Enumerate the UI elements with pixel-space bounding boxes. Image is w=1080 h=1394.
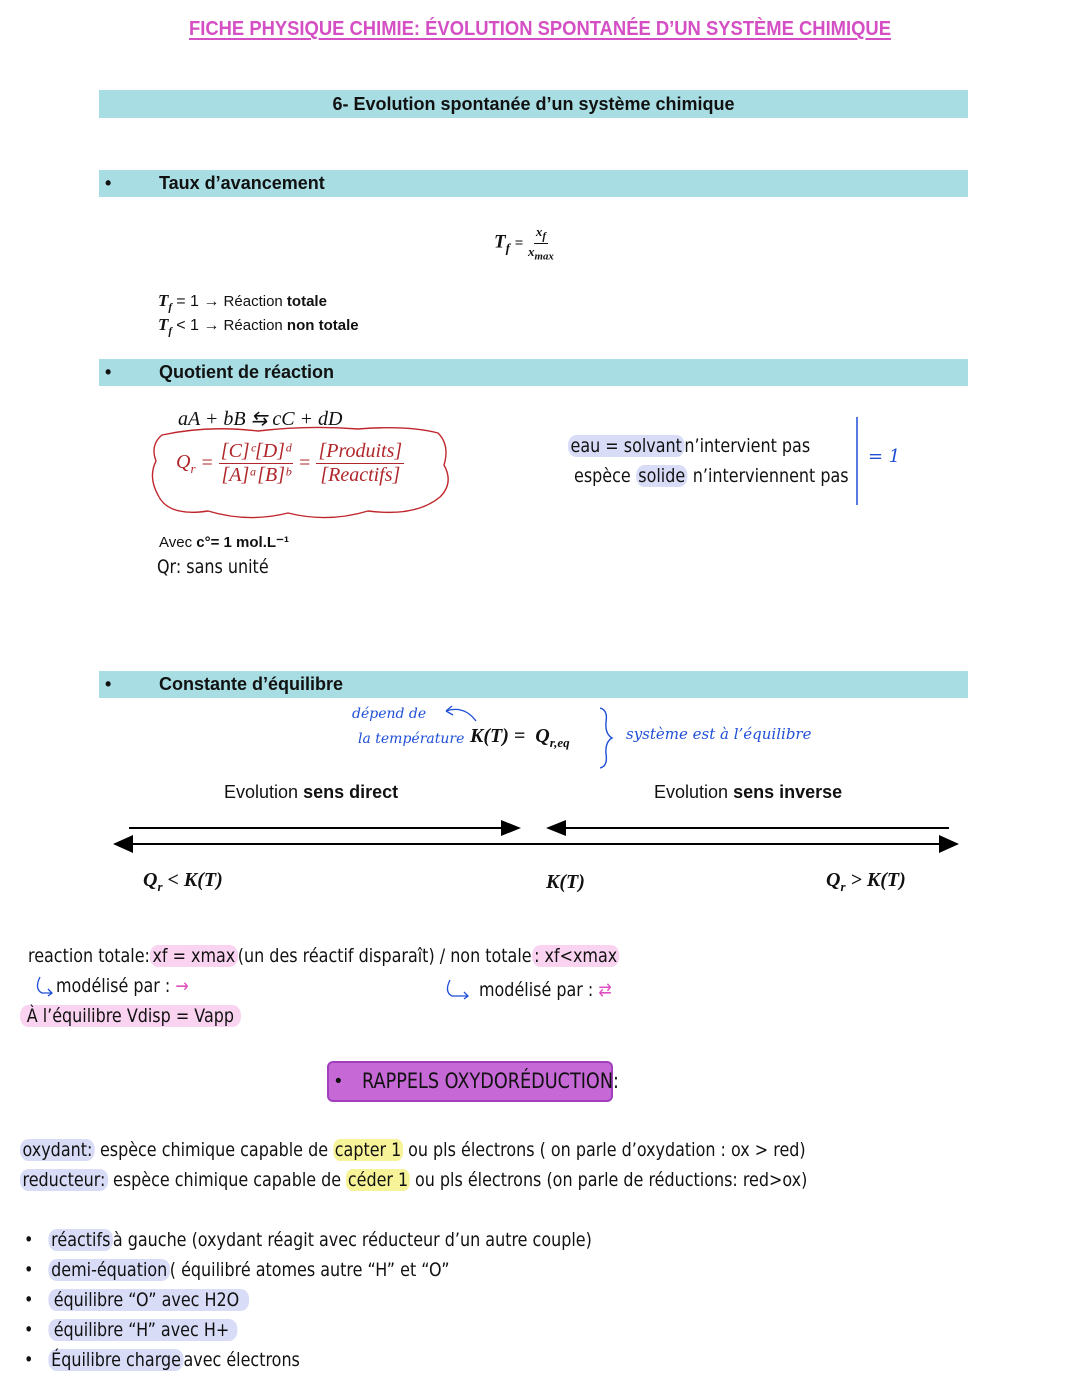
reaction-note: reaction totale: xf = xmax (un des réactif disparaît) / non totale : xf<xmax — [28, 945, 620, 967]
dir-direct-label: Evolution sens direct — [224, 782, 399, 802]
arrow-left-icon — [546, 820, 566, 836]
arrow-left-icon — [113, 835, 133, 853]
note-solide: espèce solide n’interviennent pas — [574, 465, 849, 487]
section-label: Quotient de réaction — [159, 362, 335, 382]
hook-arrow-icon — [34, 975, 56, 997]
list-item: • Équilibre charge avec électrons — [24, 1349, 300, 1371]
arrow-right-icon — [939, 835, 959, 853]
curly-brace — [596, 706, 616, 770]
depend-note-2: la température — [358, 731, 465, 747]
note-eau: eau = solvant n’intervient pas — [568, 435, 810, 457]
hook-arrow-icon — [444, 978, 472, 1000]
bullet: • — [105, 173, 112, 193]
qr-formula: $Q_r$ = $\frac{\text{[C]ᶜ[D]ᵈ}}{\text{[A]ᵃ[B]ᵇ}}$ = $\frac{\text{[Produits]}}{\text{[Reactifs]}}$ — [176, 440, 403, 486]
list-item: • équilibre “O” avec H2O — [24, 1289, 249, 1311]
dir-inverse-label: Evolution sens inverse — [654, 782, 843, 802]
k-formula: $K(T) = Q_{r,eq}$ — [470, 725, 570, 750]
curved-arrow-icon — [440, 703, 480, 725]
section-label: Taux d’avancement — [159, 173, 325, 193]
redox-header-box — [327, 1061, 619, 1102]
system-note: système est à l’équilibre — [626, 725, 812, 743]
qr-unit-note: Qr: sans unité — [157, 556, 269, 578]
reaction-equation: aA + bB ⇆ cC + dD — [178, 408, 343, 430]
page-title: FICHE PHYSIQUE CHIMIE: ÉVOLUTION SPONTANÉE D’UN SYSTÈME CHIMIQUE — [189, 18, 891, 40]
redox-header-label: RAPPELS OXYDORÉDUCTION: — [362, 1069, 619, 1093]
section-label: Constante d’équilibre — [159, 674, 344, 694]
oxydant-def: oxydant: espèce chimique capable de capter 1 ou pls électrons ( on parle d’oxydation : ox > red) — [20, 1139, 806, 1161]
avec-note: Avec c°= 1 mol.L⁻¹ — [159, 534, 289, 551]
bullet: • — [105, 674, 112, 694]
list-item: • équilibre “H” avec H+ — [24, 1319, 238, 1341]
arrow-right-icon — [501, 820, 521, 836]
taux-line-2: $T_f < 1$ → Réaction non totale — [158, 315, 359, 338]
section-header-main: 6- Evolution spontanée d’un système chimique — [99, 90, 968, 118]
label-k: K(T) — [546, 871, 585, 893]
note-value: = 1 — [868, 446, 901, 467]
brace-line — [852, 415, 862, 507]
label-qr-less: $Q_r < K(T)$ — [143, 869, 223, 894]
evolution-arrows-diagram — [105, 812, 965, 857]
taux-line-1: $T_f = 1$ → Réaction totale — [158, 291, 327, 314]
list-item: • réactifs à gauche (oxydant réagit avec réducteur d’un autre couple) — [24, 1229, 592, 1251]
list-item: • demi-équation ( équilibré atomes autre “H” et “O” — [24, 1259, 450, 1281]
modelise-non-total: modélisé par : ⇄ — [479, 979, 612, 1001]
modelise-total: modélisé par : → — [56, 975, 189, 997]
bullet: • — [335, 1071, 342, 1092]
section-header-equilibre — [99, 671, 968, 698]
depend-note-1: dépend de — [352, 706, 427, 722]
section-header-taux — [99, 170, 968, 197]
label-qr-greater: $Q_r > K(T)$ — [826, 869, 906, 894]
bullet: • — [105, 362, 112, 382]
equilibre-note: À l’équilibre Vdisp = Vapp — [20, 1005, 241, 1027]
taux-formula: $T_f$ = $\frac{x_f}{x_{max}}$ — [494, 224, 554, 263]
section-header-quotient — [99, 359, 968, 386]
reducteur-def: reducteur: espèce chimique capable de céder 1 ou pls électrons (on parle de réductions: red>ox) — [20, 1169, 807, 1191]
